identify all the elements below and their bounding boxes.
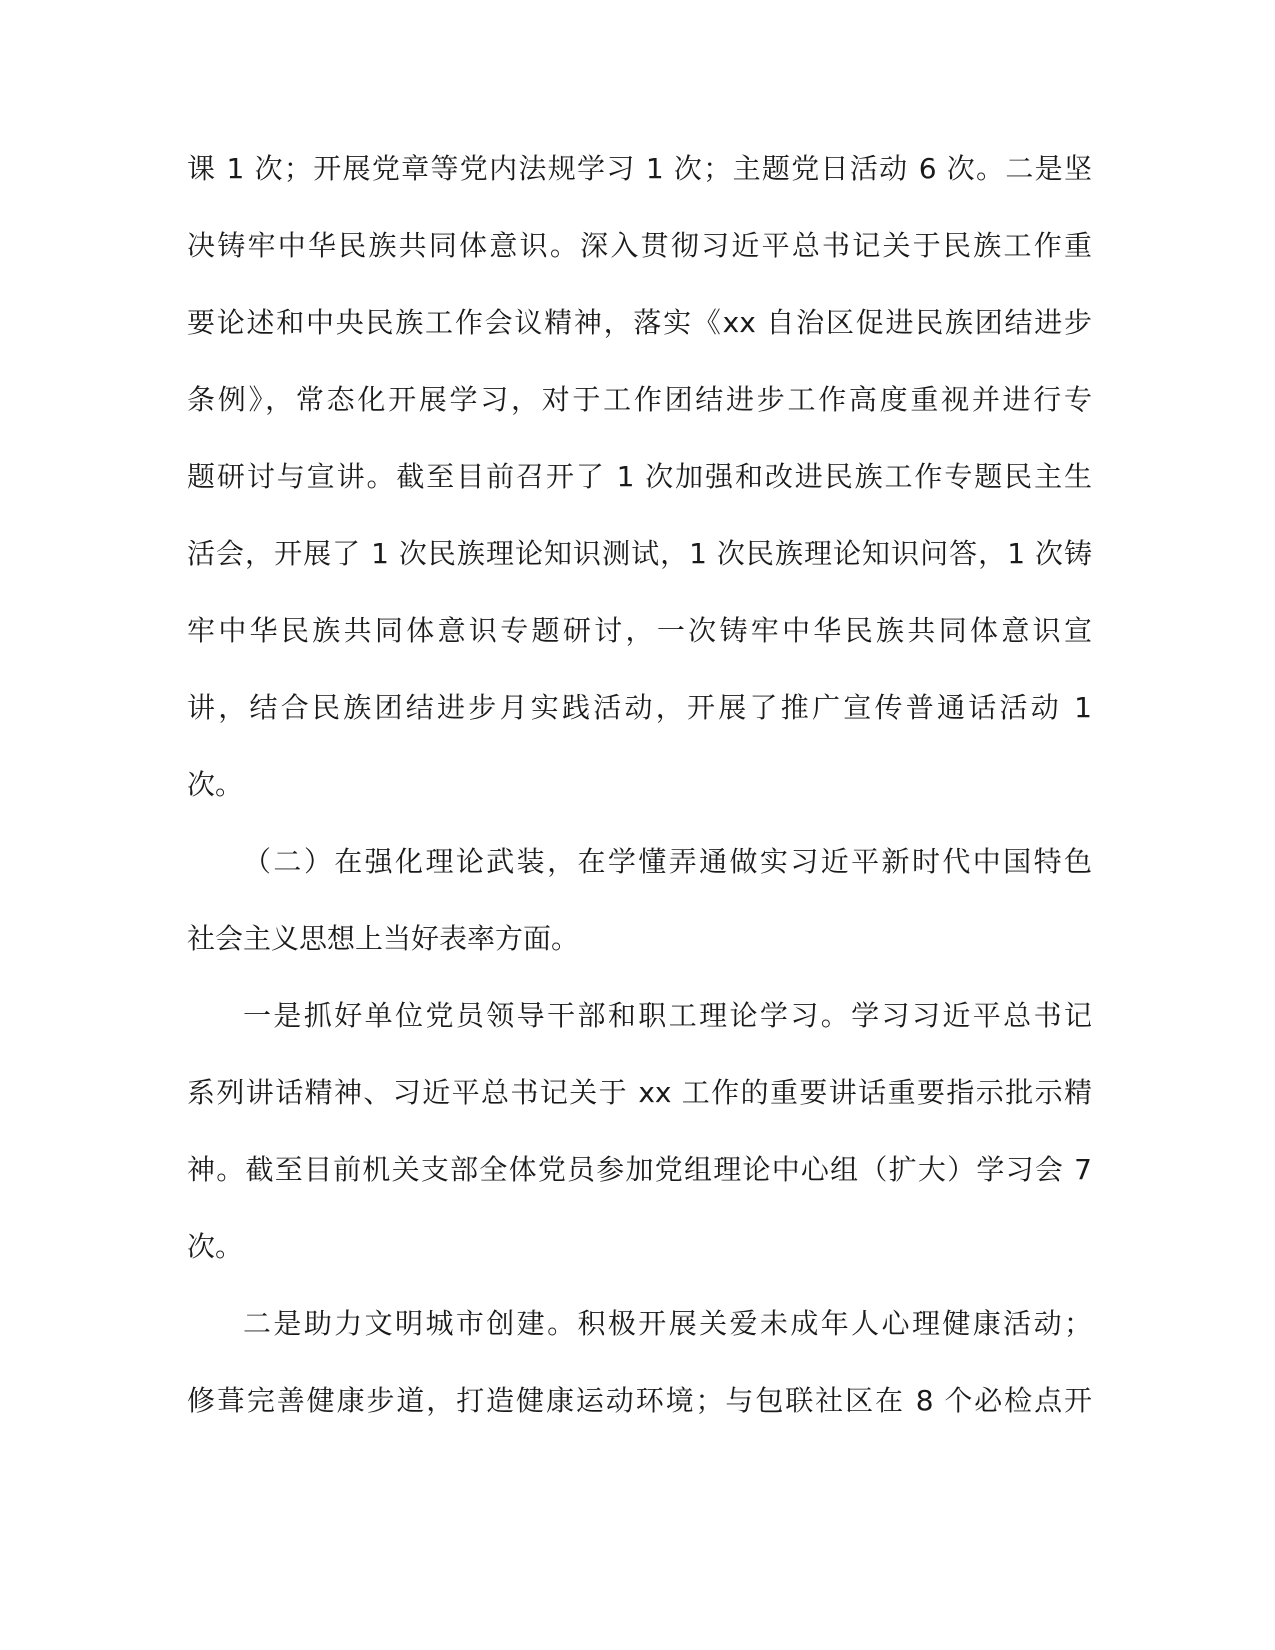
text-line-11: 社会主义思想上当好表率方面。 (187, 922, 580, 955)
text-line-13: 系列讲话精神、习近平总书记关于 xx 工作的重要讲话重要指示批示精 (187, 1076, 1092, 1109)
text-line-2: 决铸牢中华民族共同体意识。深入贯彻习近平总书记关于民族工作重 (187, 229, 1092, 262)
section-heading-2: （二）在强化理论武装，在学懂弄通做实习近平新时代中国特色 (243, 845, 1092, 878)
text-line-5: 题研讨与宣讲。截至目前召开了 1 次加强和改进民族工作专题民主生 (187, 460, 1092, 493)
text-line-14: 神。截至目前机关支部全体党员参加党组理论中心组（扩大）学习会 7 (187, 1153, 1092, 1186)
text-line-17: 修葺完善健康步道，打造健康运动环境；与包联社区在 8 个必检点开 (187, 1384, 1092, 1417)
paragraph-start-1: 一是抓好单位党员领导干部和职工理论学习。学习习近平总书记 (243, 999, 1092, 1032)
text-line-7: 牢中华民族共同体意识专题研讨，一次铸牢中华民族共同体意识宣 (187, 614, 1092, 647)
text-line-3: 要论述和中央民族工作会议精神，落实《xx 自治区促进民族团结进步 (187, 306, 1092, 339)
text-line-15: 次。 (187, 1230, 244, 1263)
text-line-6: 活会，开展了 1 次民族理论知识测试，1 次民族理论知识问答，1 次铸 (187, 537, 1092, 570)
text-line-4: 条例》，常态化开展学习，对于工作团结进步工作高度重视并进行专 (187, 383, 1092, 416)
text-line-8: 讲，结合民族团结进步月实践活动，开展了推广宣传普通话活动 1 (187, 691, 1092, 724)
document-body (187, 130, 1092, 1439)
text-line-1: 课 1 次；开展党章等党内法规学习 1 次；主题党日活动 6 次。二是坚 (187, 152, 1092, 185)
text-line-9: 次。 (187, 768, 244, 801)
paragraph-start-2: 二是助力文明城市创建。积极开展关爱未成年人心理健康活动； (243, 1307, 1092, 1340)
